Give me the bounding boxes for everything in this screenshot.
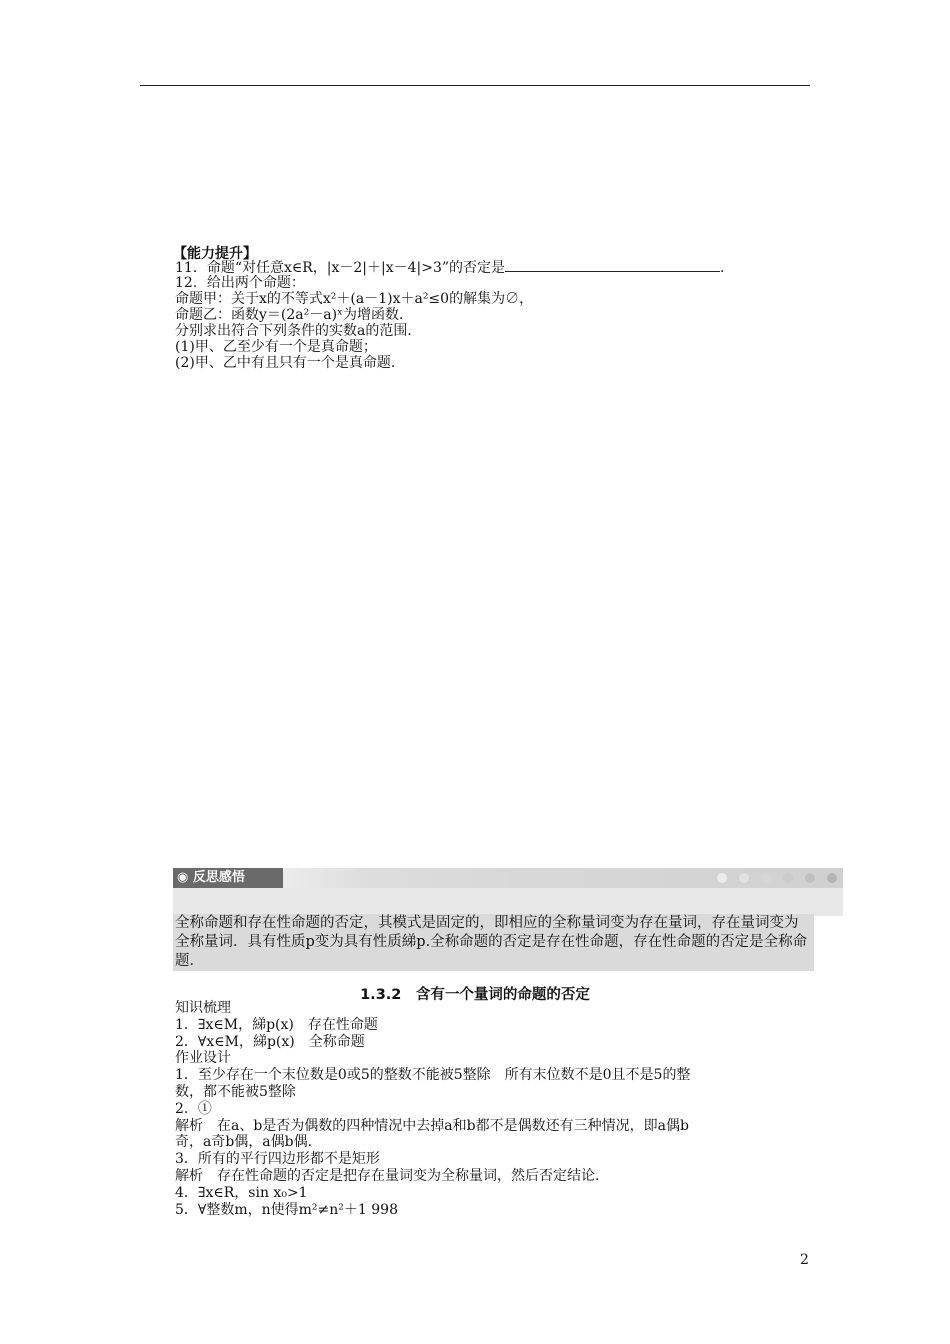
answers-block: [175, 1000, 815, 1218]
answer-line: 解析 存在性命题的否定是把存在量词变为全称量词，然后否定结论．: [175, 1167, 609, 1184]
answer-line: 3．所有的平行四边形都不是矩形: [175, 1151, 380, 1168]
answer-line: 数，都不能被5整除: [175, 1083, 296, 1100]
answer-line: 1．至少存在一个末位数是0或5的整数不能被5整除 所有末位数不是0且不是5的整: [175, 1067, 691, 1084]
question-12-line-5: (1)甲、乙至少有一个是真命题；: [175, 339, 377, 355]
answer-line: 作业设计: [175, 1050, 231, 1067]
answer-line: 奇，a奇b偶，a偶b偶．: [175, 1134, 322, 1151]
decor-dot-icon: [805, 873, 815, 883]
answer-section-title: 1.3.2 含有一个量词的命题的否定: [360, 987, 590, 1003]
question-12-line-6: (2)甲、乙中有且只有一个是真命题．: [175, 355, 405, 371]
banner-header: [173, 868, 843, 888]
answer-line: 解析 在a、b是否为偶数的四种情况中去掉a和b都不是偶数还有三种情况，即a偶b: [175, 1117, 689, 1134]
question-11: 11．命题“对任意x∈R，|x－2|＋|x－4|>3”的否定是 ．: [175, 260, 735, 276]
question-12-line-4: 分别求出符合下列条件的实数a的范围．: [175, 323, 422, 339]
answer-line: 5．∀整数m，n使得m²≠n²＋1 998: [175, 1201, 398, 1218]
reflection-banner: [173, 868, 843, 916]
answer-blank: [505, 259, 720, 272]
page-number: 2: [800, 1252, 809, 1268]
questions-block: [175, 259, 815, 371]
reflection-text: 全称命题和存在性命题的否定，其模式是固定的，即相应的全称量词变为存在量词，存在量词变为全称量词．具有性质p变为具有性质綈p.全称命题的否定是存在性命题，存在性命题的否定是全称命题．: [173, 914, 814, 971]
answer-line: 2．∀x∈M，綈p(x) 全称命题: [175, 1033, 365, 1050]
question-12-line-3: 命题乙：函数y＝(2a²－a)ˣ为增函数．: [175, 307, 413, 323]
answer-line: 知识梳理: [175, 1000, 231, 1016]
decor-dot-icon: [827, 873, 837, 883]
decor-dot-icon: [761, 873, 771, 883]
answer-line: 1．∃x∈M，綈p(x) 存在性命题: [175, 1016, 378, 1033]
answer-line: 2．①: [175, 1100, 212, 1117]
section-title: 【能力提升】: [173, 246, 257, 262]
answer-line: 4．∃x∈R，sin x₀>1: [175, 1184, 308, 1201]
decor-dot-icon: [717, 873, 727, 883]
header-rule: [140, 85, 810, 86]
question-12-line-1: 12．给出两个命题：: [175, 275, 305, 291]
question-12-line-2: 命题甲：关于x的不等式x²＋(a－1)x＋a²≤0的解集为∅，: [175, 291, 534, 307]
banner-label: ◉ 反思感悟: [173, 868, 283, 888]
decor-dot-icon: [783, 873, 793, 883]
decor-dot-icon: [739, 873, 749, 883]
